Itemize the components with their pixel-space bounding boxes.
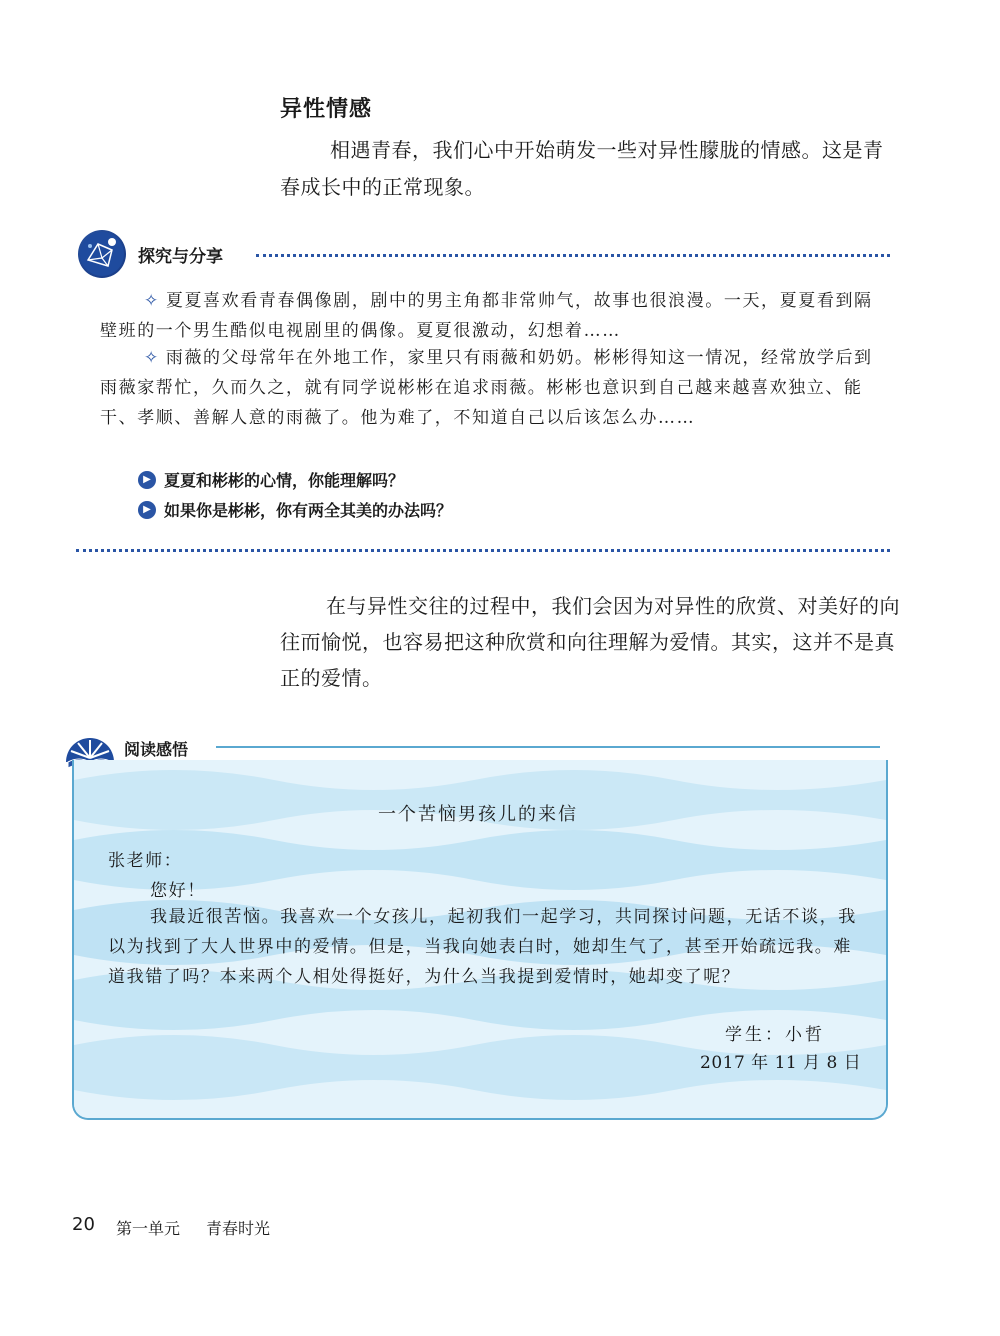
divider-bottom xyxy=(76,549,890,552)
case-1 xyxy=(100,286,890,346)
letter-greeting: 张老师： xyxy=(108,851,183,871)
letter-body: 我最近很苦恼。我喜欢一个女孩儿，起初我们一起学习，共同探讨问题，无话不谈，我以为找到了大人世界中的爱情。但是，当我向她表白时，她却生气了，甚至开始疏远我。难道我错了吗？本来两个人相处得挺好，为什么当我提到爱情时，她却变了呢？ xyxy=(108,907,857,987)
paragraph-2: 在与异性交往的过程中，我们会因为对异性的欣赏、对美好的向往而愉悦，也容易把这种欣赏和向往理解为爱情。其实，这并不是真正的爱情。 xyxy=(280,594,900,690)
case-2-text: 雨薇的父母常年在外地工作，家里只有雨薇和奶奶。彬彬得知这一情况，经常放学后到雨薇家帮忙，久而久之，就有同学说彬彬在追求雨薇。彬彬也意识到自己越来越喜欢独立、能干、孝顺、善解人意的雨薇了。他为难了，不知道自己以后该怎么办…… xyxy=(100,348,873,428)
reading-title: 阅读感悟 xyxy=(124,740,189,759)
diamond-icon: ✧ xyxy=(144,348,160,368)
question-2-text: 如果你是彬彬，你有两全其美的办法吗？ xyxy=(164,501,453,520)
case-2 xyxy=(100,343,890,433)
unit-label: 第一单元 xyxy=(116,1219,181,1238)
letter-title: 一个苦恼男孩儿的来信 xyxy=(378,804,578,825)
diamond-icon: ✧ xyxy=(144,291,160,311)
explore-icon xyxy=(78,230,126,278)
intro-paragraph: 相遇青春，我们心中开始萌发一些对异性朦胧的情感。这是青春成长中的正常现象。 xyxy=(280,138,884,199)
letter-hello: 您好！ xyxy=(150,881,206,901)
question-1 xyxy=(140,468,404,491)
arrow-right-icon: ▶ xyxy=(138,471,156,489)
letter-date: 2017 年 11 月 8 日 xyxy=(700,1053,862,1073)
question-2 xyxy=(140,498,452,521)
section-title: 异性情感 xyxy=(280,97,373,122)
unit-title: 青春时光 xyxy=(206,1219,271,1238)
reading-header-line xyxy=(216,746,880,748)
letter-signer: 学生：小哲 xyxy=(725,1025,825,1045)
page-number: 20 xyxy=(72,1214,95,1235)
question-1-text: 夏夏和彬彬的心情，你能理解吗？ xyxy=(164,471,405,490)
case-1-text: 夏夏喜欢看青春偶像剧，剧中的男主角都非常帅气，故事也很浪漫。一天，夏夏看到隔壁班的一个男生酷似电视剧里的偶像。夏夏很激动，幻想着…… xyxy=(100,291,873,341)
explore-title: 探究与分享 xyxy=(138,247,223,267)
divider-top xyxy=(256,254,890,257)
arrow-right-icon: ▶ xyxy=(138,501,156,519)
